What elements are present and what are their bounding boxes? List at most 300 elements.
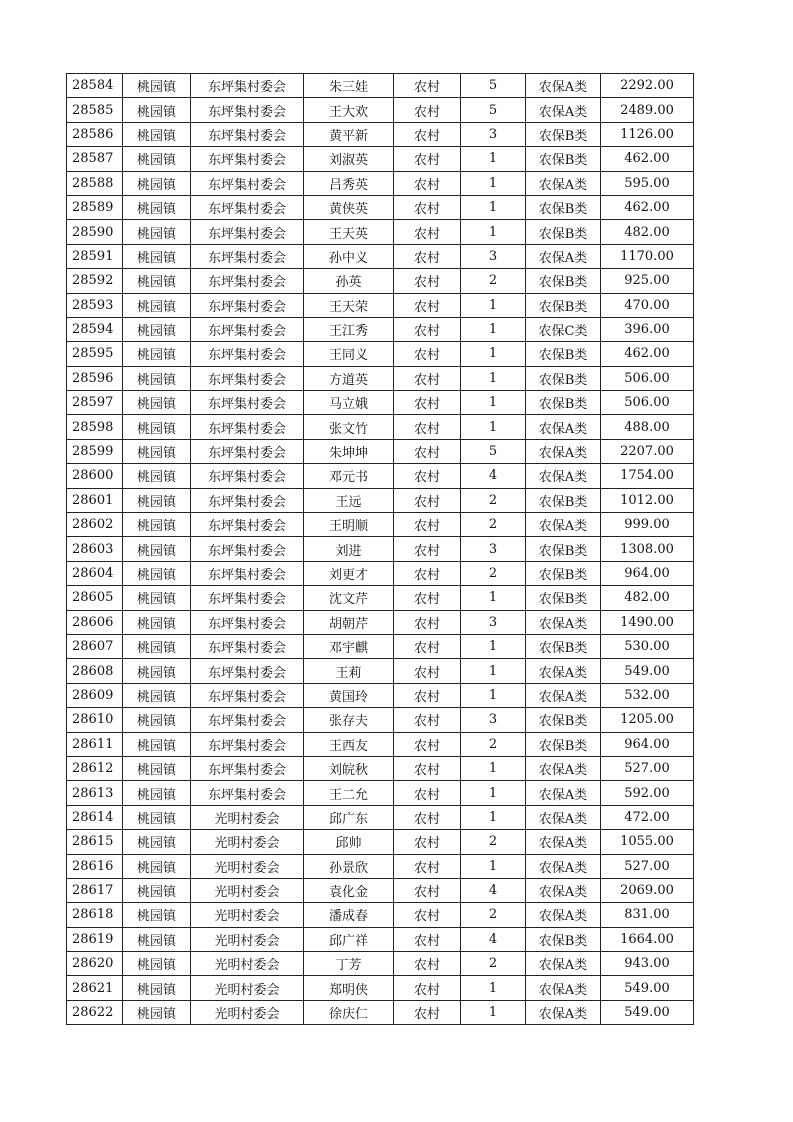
person-name-cell: 邓宇麒 xyxy=(304,634,394,658)
record-id-cell: 28600 xyxy=(67,464,123,488)
household-type-cell: 农村 xyxy=(394,488,461,512)
table-row xyxy=(67,342,694,366)
town-cell: 桃园镇 xyxy=(123,903,191,927)
insurance-category-cell: 农保B类 xyxy=(526,708,601,732)
amount-cell: 482.00 xyxy=(601,220,694,244)
family-size-cell: 5 xyxy=(461,74,526,98)
village-committee-cell: 光明村委会 xyxy=(191,878,304,902)
amount-cell: 1754.00 xyxy=(601,464,694,488)
person-name-cell: 王天荣 xyxy=(304,293,394,317)
household-type-cell: 农村 xyxy=(394,830,461,854)
record-id-cell: 28613 xyxy=(67,781,123,805)
town-cell: 桃园镇 xyxy=(123,122,191,146)
record-id-cell: 28607 xyxy=(67,634,123,658)
table-row xyxy=(67,732,694,756)
insurance-category-cell: 农保B类 xyxy=(526,537,601,561)
record-id-cell: 28588 xyxy=(67,171,123,195)
record-id-cell: 28616 xyxy=(67,854,123,878)
amount-cell: 396.00 xyxy=(601,317,694,341)
household-type-cell: 农村 xyxy=(394,98,461,122)
household-type-cell: 农村 xyxy=(394,122,461,146)
family-size-cell: 2 xyxy=(461,952,526,976)
village-committee-cell: 东坪集村委会 xyxy=(191,147,304,171)
insurance-category-cell: 农保A类 xyxy=(526,878,601,902)
insurance-category-cell: 农保A类 xyxy=(526,756,601,780)
family-size-cell: 1 xyxy=(461,634,526,658)
family-size-cell: 1 xyxy=(461,854,526,878)
family-size-cell: 1 xyxy=(461,342,526,366)
table-row xyxy=(67,317,694,341)
person-name-cell: 张存夫 xyxy=(304,708,394,732)
family-size-cell: 5 xyxy=(461,98,526,122)
insurance-category-cell: 农保C类 xyxy=(526,317,601,341)
family-size-cell: 3 xyxy=(461,610,526,634)
family-size-cell: 5 xyxy=(461,439,526,463)
village-committee-cell: 东坪集村委会 xyxy=(191,220,304,244)
family-size-cell: 3 xyxy=(461,708,526,732)
table-row xyxy=(67,537,694,561)
village-committee-cell: 东坪集村委会 xyxy=(191,781,304,805)
insurance-category-cell: 农保B类 xyxy=(526,293,601,317)
town-cell: 桃园镇 xyxy=(123,244,191,268)
household-type-cell: 农村 xyxy=(394,610,461,634)
insurance-category-cell: 农保B类 xyxy=(526,147,601,171)
amount-cell: 470.00 xyxy=(601,293,694,317)
town-cell: 桃园镇 xyxy=(123,732,191,756)
record-id-cell: 28610 xyxy=(67,708,123,732)
record-id-cell: 28597 xyxy=(67,391,123,415)
family-size-cell: 1 xyxy=(461,317,526,341)
person-name-cell: 刘皖秋 xyxy=(304,756,394,780)
amount-cell: 527.00 xyxy=(601,854,694,878)
amount-cell: 831.00 xyxy=(601,903,694,927)
town-cell: 桃园镇 xyxy=(123,195,191,219)
person-name-cell: 孙中义 xyxy=(304,244,394,268)
insurance-category-cell: 农保A类 xyxy=(526,415,601,439)
person-name-cell: 王西友 xyxy=(304,732,394,756)
town-cell: 桃园镇 xyxy=(123,513,191,537)
town-cell: 桃园镇 xyxy=(123,415,191,439)
family-size-cell: 1 xyxy=(461,195,526,219)
insurance-category-cell: 农保A类 xyxy=(526,1000,601,1024)
record-id-cell: 28585 xyxy=(67,98,123,122)
family-size-cell: 1 xyxy=(461,366,526,390)
town-cell: 桃园镇 xyxy=(123,439,191,463)
town-cell: 桃园镇 xyxy=(123,952,191,976)
record-id-cell: 28604 xyxy=(67,561,123,585)
town-cell: 桃园镇 xyxy=(123,708,191,732)
household-type-cell: 农村 xyxy=(394,903,461,927)
table-row xyxy=(67,439,694,463)
village-committee-cell: 东坪集村委会 xyxy=(191,634,304,658)
record-id-cell: 28621 xyxy=(67,976,123,1000)
person-name-cell: 孙景欣 xyxy=(304,854,394,878)
record-id-cell: 28586 xyxy=(67,122,123,146)
table-row xyxy=(67,171,694,195)
record-id-cell: 28620 xyxy=(67,952,123,976)
insurance-category-cell: 农保B类 xyxy=(526,342,601,366)
person-name-cell: 刘进 xyxy=(304,537,394,561)
record-id-cell: 28614 xyxy=(67,805,123,829)
village-committee-cell: 东坪集村委会 xyxy=(191,610,304,634)
household-type-cell: 农村 xyxy=(394,634,461,658)
town-cell: 桃园镇 xyxy=(123,756,191,780)
table-row xyxy=(67,244,694,268)
household-type-cell: 农村 xyxy=(394,366,461,390)
record-id-cell: 28601 xyxy=(67,488,123,512)
household-type-cell: 农村 xyxy=(394,854,461,878)
household-type-cell: 农村 xyxy=(394,781,461,805)
town-cell: 桃园镇 xyxy=(123,74,191,98)
town-cell: 桃园镇 xyxy=(123,317,191,341)
person-name-cell: 黄平新 xyxy=(304,122,394,146)
insurance-category-cell: 农保A类 xyxy=(526,659,601,683)
record-id-cell: 28622 xyxy=(67,1000,123,1024)
person-name-cell: 邱帅 xyxy=(304,830,394,854)
record-id-cell: 28596 xyxy=(67,366,123,390)
town-cell: 桃园镇 xyxy=(123,586,191,610)
household-type-cell: 农村 xyxy=(394,342,461,366)
insurance-category-cell: 农保B类 xyxy=(526,269,601,293)
household-type-cell: 农村 xyxy=(394,293,461,317)
table-row xyxy=(67,659,694,683)
household-type-cell: 农村 xyxy=(394,586,461,610)
table-row xyxy=(67,830,694,854)
amount-cell: 506.00 xyxy=(601,391,694,415)
person-name-cell: 沈文芹 xyxy=(304,586,394,610)
insurance-category-cell: 农保B类 xyxy=(526,220,601,244)
village-committee-cell: 东坪集村委会 xyxy=(191,464,304,488)
person-name-cell: 孙英 xyxy=(304,269,394,293)
amount-cell: 488.00 xyxy=(601,415,694,439)
household-type-cell: 农村 xyxy=(394,683,461,707)
amount-cell: 595.00 xyxy=(601,171,694,195)
record-id-cell: 28612 xyxy=(67,756,123,780)
amount-cell: 1205.00 xyxy=(601,708,694,732)
person-name-cell: 潘成春 xyxy=(304,903,394,927)
village-committee-cell: 东坪集村委会 xyxy=(191,74,304,98)
table-row xyxy=(67,561,694,585)
household-type-cell: 农村 xyxy=(394,74,461,98)
family-size-cell: 1 xyxy=(461,147,526,171)
person-name-cell: 吕秀英 xyxy=(304,171,394,195)
village-committee-cell: 东坪集村委会 xyxy=(191,171,304,195)
town-cell: 桃园镇 xyxy=(123,391,191,415)
insurance-category-cell: 农保B类 xyxy=(526,391,601,415)
table-row xyxy=(67,488,694,512)
family-size-cell: 1 xyxy=(461,293,526,317)
family-size-cell: 2 xyxy=(461,269,526,293)
record-id-cell: 28602 xyxy=(67,513,123,537)
person-name-cell: 黄国玲 xyxy=(304,683,394,707)
village-committee-cell: 光明村委会 xyxy=(191,854,304,878)
family-size-cell: 3 xyxy=(461,122,526,146)
insurance-category-cell: 农保A类 xyxy=(526,610,601,634)
town-cell: 桃园镇 xyxy=(123,1000,191,1024)
village-committee-cell: 东坪集村委会 xyxy=(191,756,304,780)
amount-cell: 1664.00 xyxy=(601,927,694,951)
village-committee-cell: 东坪集村委会 xyxy=(191,439,304,463)
insurance-category-cell: 农保A类 xyxy=(526,74,601,98)
table-row xyxy=(67,220,694,244)
insurance-category-cell: 农保B类 xyxy=(526,488,601,512)
person-name-cell: 刘淑英 xyxy=(304,147,394,171)
record-id-cell: 28605 xyxy=(67,586,123,610)
record-id-cell: 28595 xyxy=(67,342,123,366)
table-row xyxy=(67,391,694,415)
table-row xyxy=(67,805,694,829)
amount-cell: 1490.00 xyxy=(601,610,694,634)
town-cell: 桃园镇 xyxy=(123,464,191,488)
village-committee-cell: 东坪集村委会 xyxy=(191,366,304,390)
town-cell: 桃园镇 xyxy=(123,561,191,585)
amount-cell: 943.00 xyxy=(601,952,694,976)
village-committee-cell: 东坪集村委会 xyxy=(191,122,304,146)
table-row xyxy=(67,98,694,122)
family-size-cell: 2 xyxy=(461,830,526,854)
family-size-cell: 1 xyxy=(461,659,526,683)
insurance-category-cell: 农保A类 xyxy=(526,976,601,1000)
family-size-cell: 2 xyxy=(461,561,526,585)
person-name-cell: 王二允 xyxy=(304,781,394,805)
beneficiary-table xyxy=(66,73,694,1025)
person-name-cell: 王天英 xyxy=(304,220,394,244)
person-name-cell: 王明顺 xyxy=(304,513,394,537)
amount-cell: 532.00 xyxy=(601,683,694,707)
household-type-cell: 农村 xyxy=(394,220,461,244)
table-row xyxy=(67,952,694,976)
table-row xyxy=(67,927,694,951)
person-name-cell: 袁化金 xyxy=(304,878,394,902)
amount-cell: 549.00 xyxy=(601,976,694,1000)
amount-cell: 1126.00 xyxy=(601,122,694,146)
household-type-cell: 农村 xyxy=(394,171,461,195)
town-cell: 桃园镇 xyxy=(123,366,191,390)
family-size-cell: 1 xyxy=(461,781,526,805)
town-cell: 桃园镇 xyxy=(123,98,191,122)
table-row xyxy=(67,269,694,293)
table-row xyxy=(67,513,694,537)
table-row xyxy=(67,683,694,707)
person-name-cell: 朱三娃 xyxy=(304,74,394,98)
town-cell: 桃园镇 xyxy=(123,293,191,317)
table-row xyxy=(67,293,694,317)
village-committee-cell: 光明村委会 xyxy=(191,830,304,854)
family-size-cell: 1 xyxy=(461,805,526,829)
table-row xyxy=(67,415,694,439)
village-committee-cell: 东坪集村委会 xyxy=(191,391,304,415)
household-type-cell: 农村 xyxy=(394,147,461,171)
insurance-category-cell: 农保A类 xyxy=(526,171,601,195)
family-size-cell: 3 xyxy=(461,244,526,268)
village-committee-cell: 光明村委会 xyxy=(191,952,304,976)
village-committee-cell: 光明村委会 xyxy=(191,1000,304,1024)
household-type-cell: 农村 xyxy=(394,195,461,219)
family-size-cell: 1 xyxy=(461,586,526,610)
record-id-cell: 28606 xyxy=(67,610,123,634)
village-committee-cell: 东坪集村委会 xyxy=(191,269,304,293)
village-committee-cell: 东坪集村委会 xyxy=(191,342,304,366)
table-row xyxy=(67,976,694,1000)
record-id-cell: 28592 xyxy=(67,269,123,293)
amount-cell: 2069.00 xyxy=(601,878,694,902)
family-size-cell: 1 xyxy=(461,391,526,415)
record-id-cell: 28587 xyxy=(67,147,123,171)
table-row xyxy=(67,756,694,780)
insurance-category-cell: 农保B类 xyxy=(526,195,601,219)
household-type-cell: 农村 xyxy=(394,513,461,537)
amount-cell: 527.00 xyxy=(601,756,694,780)
record-id-cell: 28599 xyxy=(67,439,123,463)
town-cell: 桃园镇 xyxy=(123,659,191,683)
person-name-cell: 郑明侠 xyxy=(304,976,394,1000)
insurance-category-cell: 农保B类 xyxy=(526,634,601,658)
person-name-cell: 刘更才 xyxy=(304,561,394,585)
amount-cell: 462.00 xyxy=(601,195,694,219)
person-name-cell: 黄侠英 xyxy=(304,195,394,219)
insurance-category-cell: 农保B类 xyxy=(526,122,601,146)
village-committee-cell: 光明村委会 xyxy=(191,976,304,1000)
table-row xyxy=(67,147,694,171)
person-name-cell: 王莉 xyxy=(304,659,394,683)
town-cell: 桃园镇 xyxy=(123,683,191,707)
town-cell: 桃园镇 xyxy=(123,488,191,512)
amount-cell: 964.00 xyxy=(601,732,694,756)
insurance-category-cell: 农保B类 xyxy=(526,927,601,951)
insurance-category-cell: 农保A类 xyxy=(526,464,601,488)
family-size-cell: 4 xyxy=(461,927,526,951)
insurance-category-cell: 农保A类 xyxy=(526,952,601,976)
household-type-cell: 农村 xyxy=(394,269,461,293)
table-row xyxy=(67,854,694,878)
amount-cell: 482.00 xyxy=(601,586,694,610)
table-row xyxy=(67,878,694,902)
table-row xyxy=(67,122,694,146)
person-name-cell: 邱广东 xyxy=(304,805,394,829)
household-type-cell: 农村 xyxy=(394,952,461,976)
record-id-cell: 28584 xyxy=(67,74,123,98)
person-name-cell: 王同义 xyxy=(304,342,394,366)
family-size-cell: 3 xyxy=(461,537,526,561)
record-id-cell: 28594 xyxy=(67,317,123,341)
town-cell: 桃园镇 xyxy=(123,610,191,634)
household-type-cell: 农村 xyxy=(394,464,461,488)
town-cell: 桃园镇 xyxy=(123,878,191,902)
village-committee-cell: 东坪集村委会 xyxy=(191,537,304,561)
record-id-cell: 28589 xyxy=(67,195,123,219)
family-size-cell: 2 xyxy=(461,732,526,756)
insurance-category-cell: 农保A类 xyxy=(526,805,601,829)
town-cell: 桃园镇 xyxy=(123,171,191,195)
amount-cell: 999.00 xyxy=(601,513,694,537)
village-committee-cell: 东坪集村委会 xyxy=(191,708,304,732)
table-row xyxy=(67,366,694,390)
person-name-cell: 胡朝芹 xyxy=(304,610,394,634)
family-size-cell: 1 xyxy=(461,1000,526,1024)
village-committee-cell: 东坪集村委会 xyxy=(191,195,304,219)
amount-cell: 472.00 xyxy=(601,805,694,829)
family-size-cell: 2 xyxy=(461,903,526,927)
village-committee-cell: 东坪集村委会 xyxy=(191,293,304,317)
amount-cell: 1055.00 xyxy=(601,830,694,854)
table-row xyxy=(67,903,694,927)
record-id-cell: 28617 xyxy=(67,878,123,902)
record-id-cell: 28593 xyxy=(67,293,123,317)
town-cell: 桃园镇 xyxy=(123,342,191,366)
insurance-category-cell: 农保A类 xyxy=(526,903,601,927)
amount-cell: 549.00 xyxy=(601,659,694,683)
insurance-category-cell: 农保A类 xyxy=(526,244,601,268)
amount-cell: 592.00 xyxy=(601,781,694,805)
town-cell: 桃园镇 xyxy=(123,220,191,244)
family-size-cell: 4 xyxy=(461,878,526,902)
town-cell: 桃园镇 xyxy=(123,634,191,658)
village-committee-cell: 东坪集村委会 xyxy=(191,659,304,683)
town-cell: 桃园镇 xyxy=(123,805,191,829)
town-cell: 桃园镇 xyxy=(123,927,191,951)
table-row xyxy=(67,781,694,805)
person-name-cell: 徐庆仁 xyxy=(304,1000,394,1024)
insurance-category-cell: 农保B类 xyxy=(526,561,601,585)
village-committee-cell: 东坪集村委会 xyxy=(191,415,304,439)
family-size-cell: 2 xyxy=(461,488,526,512)
household-type-cell: 农村 xyxy=(394,439,461,463)
table-row xyxy=(67,708,694,732)
household-type-cell: 农村 xyxy=(394,976,461,1000)
town-cell: 桃园镇 xyxy=(123,781,191,805)
family-size-cell: 2 xyxy=(461,513,526,537)
household-type-cell: 农村 xyxy=(394,537,461,561)
household-type-cell: 农村 xyxy=(394,756,461,780)
table-row xyxy=(67,634,694,658)
village-committee-cell: 东坪集村委会 xyxy=(191,488,304,512)
amount-cell: 462.00 xyxy=(601,342,694,366)
town-cell: 桃园镇 xyxy=(123,147,191,171)
town-cell: 桃园镇 xyxy=(123,269,191,293)
household-type-cell: 农村 xyxy=(394,1000,461,1024)
family-size-cell: 1 xyxy=(461,220,526,244)
amount-cell: 2292.00 xyxy=(601,74,694,98)
village-committee-cell: 东坪集村委会 xyxy=(191,317,304,341)
town-cell: 桃园镇 xyxy=(123,976,191,1000)
table-row xyxy=(67,464,694,488)
insurance-category-cell: 农保A类 xyxy=(526,830,601,854)
amount-cell: 2207.00 xyxy=(601,439,694,463)
household-type-cell: 农村 xyxy=(394,317,461,341)
family-size-cell: 1 xyxy=(461,756,526,780)
village-committee-cell: 光明村委会 xyxy=(191,805,304,829)
household-type-cell: 农村 xyxy=(394,415,461,439)
village-committee-cell: 东坪集村委会 xyxy=(191,98,304,122)
amount-cell: 549.00 xyxy=(601,1000,694,1024)
record-id-cell: 28590 xyxy=(67,220,123,244)
village-committee-cell: 东坪集村委会 xyxy=(191,561,304,585)
family-size-cell: 1 xyxy=(461,415,526,439)
amount-cell: 530.00 xyxy=(601,634,694,658)
family-size-cell: 4 xyxy=(461,464,526,488)
insurance-category-cell: 农保A类 xyxy=(526,683,601,707)
amount-cell: 1170.00 xyxy=(601,244,694,268)
household-type-cell: 农村 xyxy=(394,805,461,829)
person-name-cell: 邱广祥 xyxy=(304,927,394,951)
household-type-cell: 农村 xyxy=(394,391,461,415)
person-name-cell: 朱坤坤 xyxy=(304,439,394,463)
person-name-cell: 邓元书 xyxy=(304,464,394,488)
household-type-cell: 农村 xyxy=(394,561,461,585)
person-name-cell: 张文竹 xyxy=(304,415,394,439)
village-committee-cell: 东坪集村委会 xyxy=(191,244,304,268)
village-committee-cell: 东坪集村委会 xyxy=(191,513,304,537)
